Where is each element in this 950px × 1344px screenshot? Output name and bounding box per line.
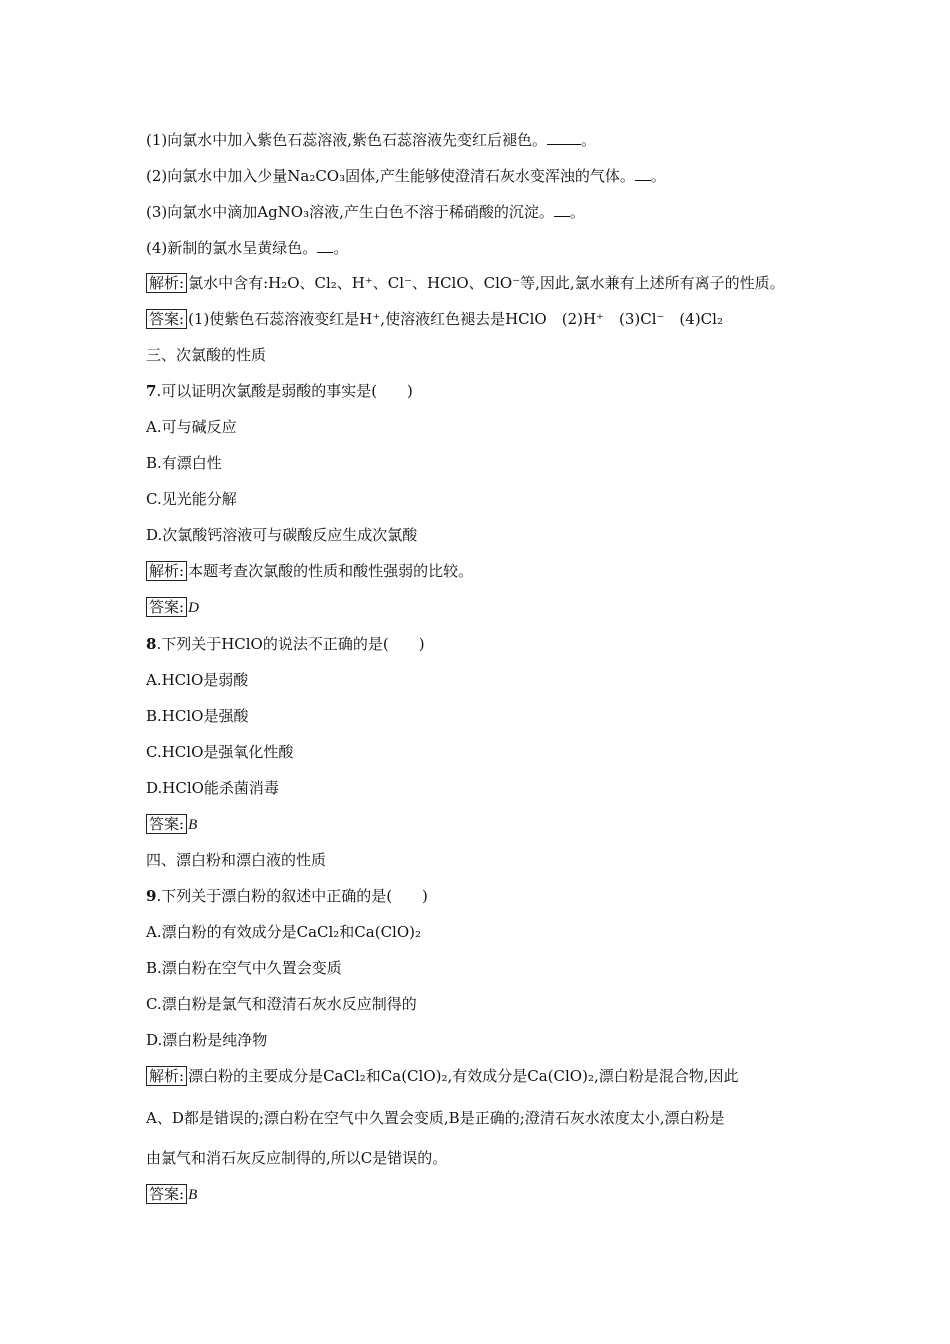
analysis-label: 解析: [146,273,187,293]
q9-stem-text: .下列关于漂白粉的叙述中正确的是( ) [156,887,428,905]
q6-item-4-end: 。 [333,239,349,257]
answer-label: 答案: [146,1184,187,1204]
q6-item-1 [146,129,810,151]
q9-analysis-line-3: 由氯气和消石灰反应制得的,所以C是错误的。 [146,1149,448,1167]
q9-stem [146,885,810,907]
q9-analysis-line-1 [146,1065,810,1087]
q7-option-a: A.可与碱反应 [146,418,237,436]
answer-label: 答案: [146,309,187,329]
section-heading-4: 四、漂白粉和漂白液的性质 [146,851,327,869]
q6-item-1-text: (1)向氯水中加入紫色石蕊溶液,紫色石蕊溶液先变红后褪色。 [146,131,548,149]
q7-number: 7 [146,382,157,400]
q6-item-1-end: 。 [581,131,597,149]
q7-analysis [146,560,810,582]
q8-option-a: A.HClO是弱酸 [146,671,249,689]
q7-option-b: B.有漂白性 [146,454,222,472]
q6-item-2 [146,165,810,187]
q9-answer-text: B [188,1187,198,1203]
q8-answer-text: B [188,817,198,833]
answer-blank [547,130,581,145]
q9-option-c: C.漂白粉是氯气和澄清石灰水反应制得的 [146,995,417,1013]
q9-analysis-text-1: 漂白粉的主要成分是CaCl₂和Ca(ClO)₂,有效成分是Ca(ClO)₂,漂白粉是混合物,因此 [188,1067,739,1085]
q6-answer-text: (1)使紫色石蕊溶液变红是H⁺,使溶液红色褪去是HClO (2)H⁺ (3)Cl⁻ (4)Cl₂ [188,310,723,328]
q6-answer [146,308,810,330]
q7-option-d: D.次氯酸钙溶液可与碳酸反应生成次氯酸 [146,526,418,544]
q7-answer [146,596,810,619]
q9-option-b: B.漂白粉在空气中久置会变质 [146,959,342,977]
q6-item-4-text: (4)新制的氯水呈黄绿色。 [146,239,318,257]
q8-stem [146,633,810,655]
q8-stem-text: .下列关于HClO的说法不正确的是( ) [156,635,425,653]
q6-item-2-text: (2)向氯水中加入少量Na₂CO₃固体,产生能够使澄清石灰水变浑浊的气体。 [146,167,635,185]
analysis-label: 解析: [146,561,187,581]
q7-analysis-text: 本题考查次氯酸的性质和酸性强弱的比较。 [188,562,474,580]
q9-option-d: D.漂白粉是纯净物 [146,1031,268,1049]
q6-item-3 [146,201,810,223]
answer-label: 答案: [146,814,187,834]
q9-answer [146,1183,810,1206]
q6-item-3-end: 。 [569,203,585,221]
q7-stem [146,380,810,402]
q8-option-d: D.HClO能杀菌消毒 [146,779,279,797]
q7-option-c: C.见光能分解 [146,490,237,508]
q9-analysis-line-2: A、D都是错误的;漂白粉在空气中久置会变质,B是正确的;澄清石灰水浓度太小,漂白粉是 [146,1109,725,1127]
answer-blank [317,238,333,253]
q9-number: 9 [146,887,157,905]
q8-option-b: B.HClO是强酸 [146,707,249,725]
q8-option-c: C.HClO是强氧化性酸 [146,743,294,761]
analysis-label: 解析: [146,1066,187,1086]
q6-analysis [146,272,810,294]
answer-blank [635,166,651,181]
q6-analysis-text: 氯水中含有:H₂O、Cl₂、H⁺、Cl⁻、HClO、ClO⁻等,因此,氯水兼有上述所有离子的性质。 [188,274,785,292]
section-heading-3: 三、次氯酸的性质 [146,346,267,364]
answer-label: 答案: [146,597,187,617]
q6-item-2-end: 。 [650,167,666,185]
q6-item-4 [146,237,810,259]
answer-blank [554,202,570,217]
q6-item-3-text: (3)向氯水中滴加AgNO₃溶液,产生白色不溶于稀硝酸的沉淀。 [146,203,554,221]
q8-answer [146,813,810,836]
q7-answer-text: D [188,600,199,616]
q9-option-a: A.漂白粉的有效成分是CaCl₂和Ca(ClO)₂ [146,923,422,941]
q8-number: 8 [146,635,157,653]
q7-stem-text: .可以证明次氯酸是弱酸的事实是( ) [156,382,413,400]
